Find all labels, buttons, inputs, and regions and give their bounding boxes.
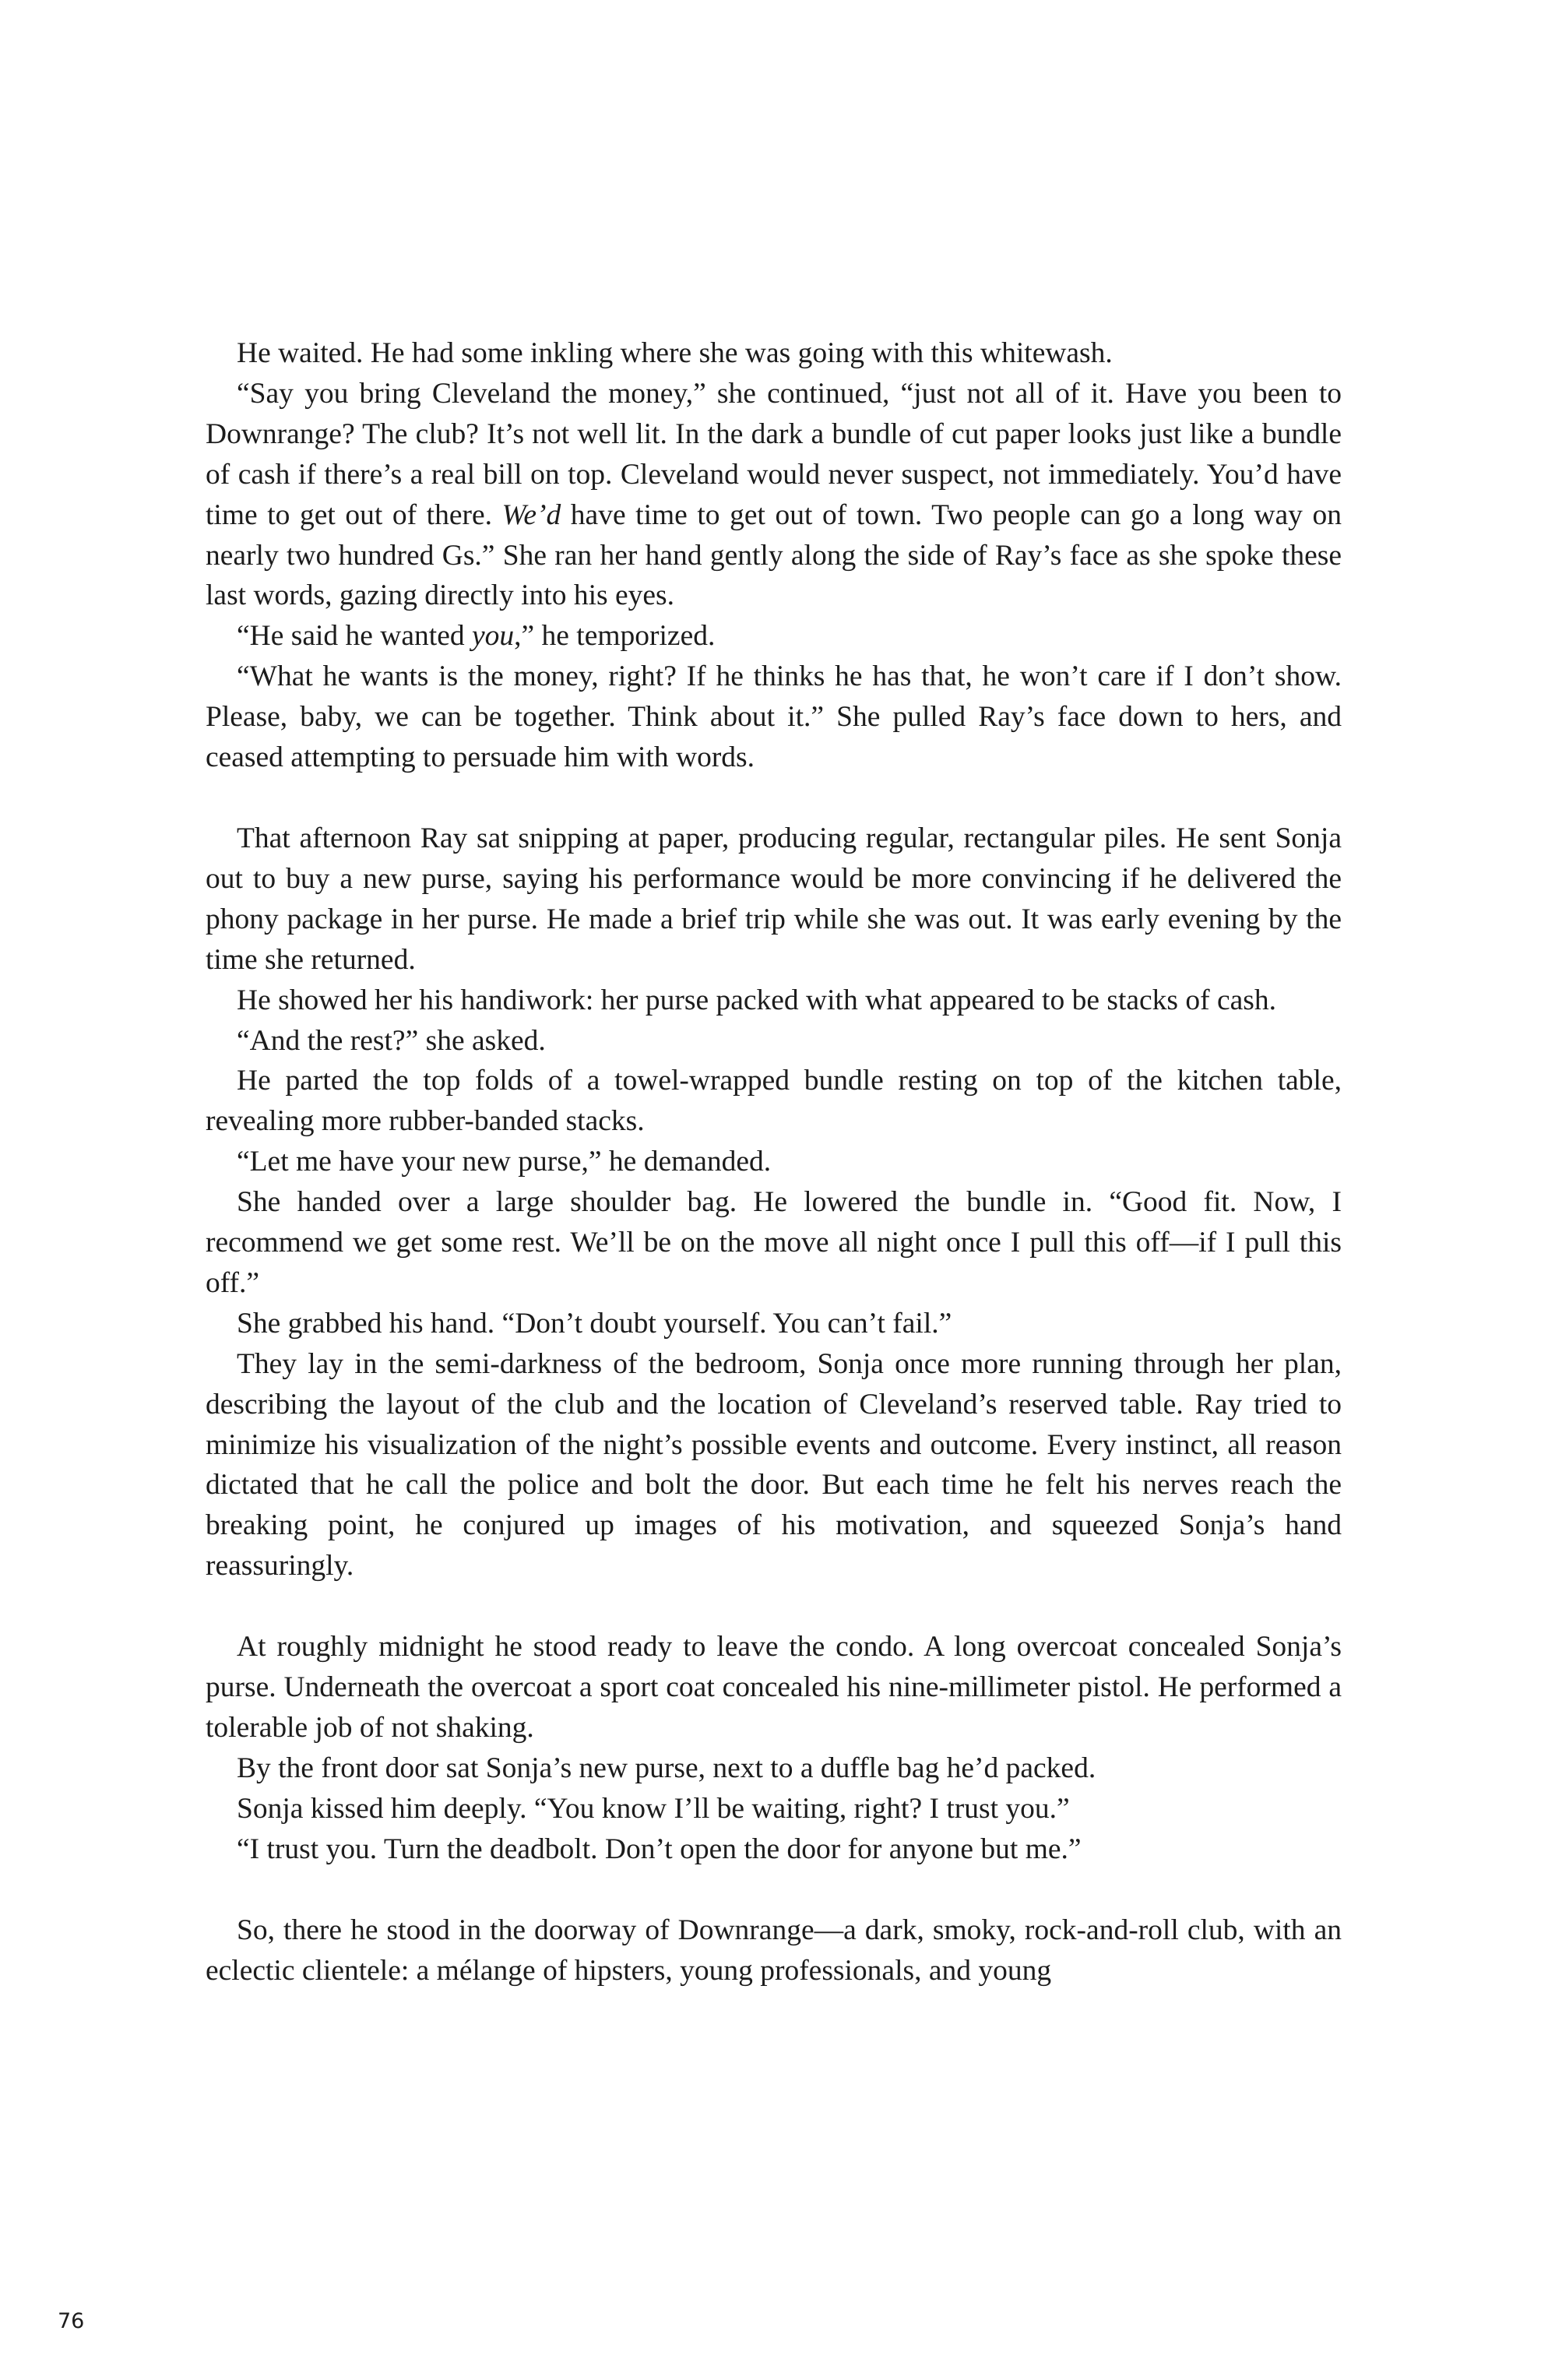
section-3 bbox=[206, 1627, 1342, 1869]
paragraph: “Say you bring Cleveland the money,” she continued, “just not all of it. Have you been to Downrange? The club? It’s not well lit. In the dark a bundle of cut paper looks just like a bundle of cash if there’s a real bill on top. Cleveland would never suspect, not immediately. You’d have time to get out of there. We’d have time to get out of town. Two people can go a long way on nearly two hundred Gs.” She ran her hand gently along the side of Ray’s face as she spoke these last words, gazing directly into his eyes. bbox=[206, 377, 1342, 612]
paragraph: That afternoon Ray sat snipping at paper, producing regular, rectangular piles. He sent Sonja out to buy a new purse, saying his performance would be more convincing if he delivered the phony package in her purse. He made a brief trip while she was out. It was early evening by the time she returned. bbox=[206, 822, 1342, 976]
paragraph: “What he wants is the money, right? If he thinks he has that, he won’t care if I don’t show. Please, baby, we can be together. Think about it.” She pulled Ray’s face down to hers, and ceased attempting to persuade him with words. bbox=[206, 660, 1342, 774]
section-1 bbox=[206, 333, 1342, 778]
paragraph: At roughly midnight he stood ready to leave the condo. A long overcoat concealed Sonja’s purse. Underneath the overcoat a sport coat concealed his nine-millimeter pistol. He performed a tolerable job of not shaking. bbox=[206, 1631, 1342, 1744]
paragraph: “I trust you. Turn the deadbolt. Don’t open the door for anyone but me.” bbox=[237, 1833, 1082, 1865]
paragraph: So, there he stood in the doorway of Downrange—a dark, smoky, rock-and-roll club, with an eclectic clientele: a mélange of hipsters, young professionals, and young bbox=[206, 1914, 1342, 1987]
section-break bbox=[206, 1586, 1342, 1627]
paragraph: They lay in the semi-darkness of the bedroom, Sonja once more running through her plan, describing the layout of the club and the location of Cleveland’s reserved table. Ray tried to minimize his visualization of the night’s possible events and outcome. Every instinct, all reason dictated that he call the police and bolt the door. But each time he felt his nerves reach the breaking point, he conjured up images of his motivation, and squeezed Sonja’s hand reassuringly. bbox=[206, 1347, 1342, 1583]
paragraph: He parted the top folds of a towel-wrapped bundle resting on top of the kitchen table, revealing more rubber-banded stacks. bbox=[206, 1065, 1342, 1138]
paragraph: She grabbed his hand. “Don’t doubt yourself. You can’t fail.” bbox=[237, 1307, 952, 1340]
paragraph: She handed over a large shoulder bag. He lowered the bundle in. “Good fit. Now, I recommend we get some rest. We’ll be on the move all night once I pull this off—if I pull this off.” bbox=[206, 1186, 1342, 1299]
body-text bbox=[206, 333, 1342, 1991]
paragraph: “Let me have your new purse,” he demanded. bbox=[237, 1146, 772, 1178]
section-break bbox=[206, 1870, 1342, 1910]
section-4 bbox=[206, 1910, 1342, 1991]
paragraph: By the front door sat Sonja’s new purse, next to a duffle bag he’d packed. bbox=[237, 1752, 1096, 1784]
paragraph: Sonja kissed him deeply. “You know I’ll be waiting, right? I trust you.” bbox=[237, 1792, 1070, 1825]
section-2 bbox=[206, 819, 1342, 1586]
emphasis: you bbox=[471, 620, 515, 653]
emphasis: We’d bbox=[501, 498, 561, 531]
paragraph: He showed her his handiwork: her purse packed with what appeared to be stacks of cash. bbox=[237, 984, 1276, 1016]
paragraph: “And the rest?” she asked. bbox=[237, 1024, 546, 1057]
page-number: 76 bbox=[58, 2309, 85, 2333]
section-break bbox=[206, 778, 1342, 819]
paragraph: “He said he wanted you,” he temporized. bbox=[237, 620, 716, 653]
paragraph: He waited. He had some inkling where she was going with this whitewash. bbox=[237, 337, 1113, 369]
